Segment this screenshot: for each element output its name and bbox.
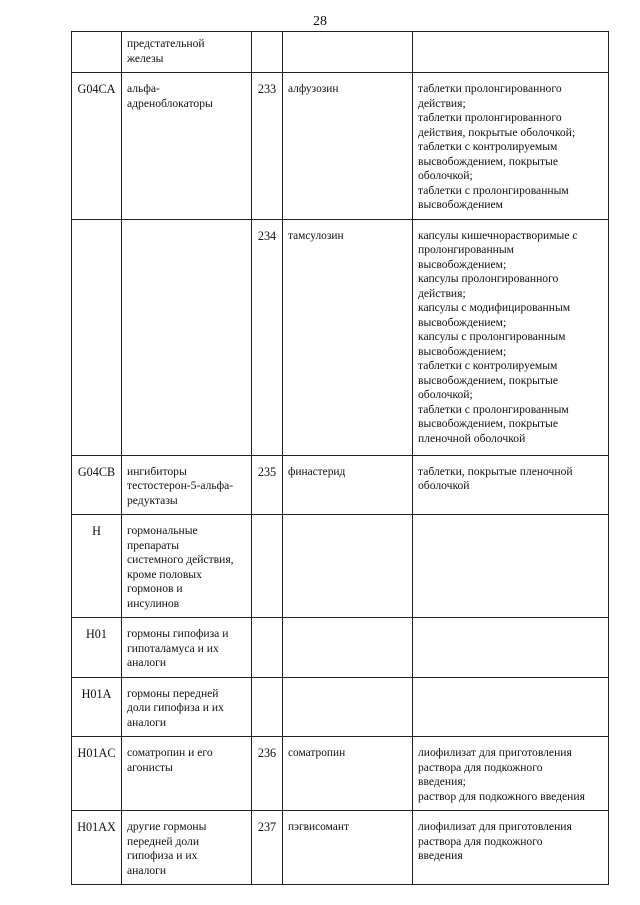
item-number: 237 — [257, 820, 277, 834]
dosage-form-cell — [413, 73, 609, 220]
dosage-form-item — [418, 359, 605, 403]
group-text-line: передней доли — [127, 834, 200, 848]
dosage-form-line: оболочкой — [418, 479, 470, 492]
table-row — [72, 73, 609, 220]
item-number: 235 — [257, 464, 277, 479]
dosage-form-item — [418, 820, 605, 864]
item-number-cell — [252, 515, 283, 618]
dosage-form-line: раствора для подкожного — [418, 834, 543, 848]
anatomical-group-cell — [122, 515, 252, 618]
dosage-form-line: пленочной оболочкой — [418, 431, 526, 445]
atc-code: H — [92, 524, 101, 538]
atc-code: H01AX — [77, 820, 116, 834]
group-text-line: гипофиза и их — [127, 849, 198, 862]
anatomical-group-cell — [122, 32, 252, 73]
dosage-form-line: действия; — [418, 96, 466, 110]
group-text-line: аналоги — [127, 715, 167, 729]
dosage-form-item — [418, 229, 605, 273]
drug-name: финастерид — [288, 465, 346, 478]
dosage-form-cell — [413, 618, 609, 678]
table-row — [72, 455, 609, 515]
atc-code: H01AC — [77, 746, 116, 760]
dosage-form-line: введения; — [418, 775, 466, 788]
atc-code-cell — [72, 811, 122, 885]
group-text-line: тестостерон-5-альфа- — [127, 479, 234, 492]
group-text-line: гормонов и — [127, 582, 183, 595]
dosage-form-line: таблетки пролонгированного — [418, 111, 562, 124]
group-text-line: альфа- — [127, 82, 160, 95]
item-number-cell — [252, 73, 283, 220]
drug-name-cell — [283, 677, 413, 737]
atc-code: G04CB — [77, 464, 116, 479]
dosage-form-cell — [413, 677, 609, 737]
dosage-form-line: введения — [418, 849, 463, 862]
dosage-form-line: таблетки с контролируемым — [418, 140, 558, 153]
anatomical-group-cell — [122, 677, 252, 737]
group-text-line: системного действия, — [127, 553, 234, 566]
dosage-form-line: оболочкой; — [418, 169, 473, 182]
group-text-line: другие гормоны — [127, 820, 207, 833]
anatomical-group-cell — [122, 618, 252, 678]
dosage-form-line: действия, покрытые оболочкой; — [418, 125, 576, 139]
group-text-line: редуктазы — [127, 493, 178, 507]
dosage-form-line: высвобождением, покрытые — [418, 417, 558, 430]
item-number: 233 — [257, 82, 277, 96]
group-text-line: гипоталамуса и их — [127, 641, 219, 655]
group-text-line: железы — [127, 51, 164, 65]
drug-name-cell — [283, 618, 413, 678]
dosage-form-line: капсулы кишечнорастворимые с — [418, 228, 578, 242]
group-text-line: аналоги — [127, 863, 167, 877]
dosage-form-line: капсулы с модифицированным — [418, 301, 571, 314]
dosage-form-item — [418, 790, 605, 805]
group-text-line: препараты — [127, 538, 179, 552]
drug-name: соматропин — [288, 747, 346, 759]
drug-name-cell — [283, 737, 413, 811]
dosage-form-line: высвобождением, покрытые — [418, 373, 558, 387]
anatomical-group-cell — [122, 219, 252, 455]
item-number-cell — [252, 32, 283, 73]
group-text-line: гормоны гипофиза и — [127, 627, 229, 640]
atc-code-cell — [72, 455, 122, 515]
drug-name: тамсулозин — [288, 229, 344, 242]
dosage-form-cell — [413, 32, 609, 73]
group-text-line: инсулинов — [127, 596, 180, 610]
dosage-form-line: раствора для подкожного — [418, 760, 543, 774]
dosage-form-item — [418, 403, 605, 447]
dosage-form-cell — [413, 737, 609, 811]
atc-code: H01A — [81, 686, 112, 701]
atc-code: G04CA — [77, 82, 116, 96]
group-text-line: гормоны передней — [127, 686, 219, 700]
item-number-cell — [252, 737, 283, 811]
atc-code-cell — [72, 677, 122, 737]
item-number-cell — [252, 618, 283, 678]
group-text-line: предстательной — [127, 37, 205, 50]
dosage-form-line: пролонгированным — [418, 243, 514, 256]
dosage-form-line: капсулы пролонгированного — [418, 272, 559, 285]
dosage-form-line: высвобождением; — [418, 344, 507, 358]
medication-table — [71, 31, 609, 885]
drug-name-cell — [283, 73, 413, 220]
dosage-form-line: оболочкой; — [418, 388, 473, 401]
dosage-form-cell — [413, 219, 609, 455]
dosage-form-line: действия; — [418, 286, 466, 300]
drug-name: пэгвисомант — [288, 821, 349, 833]
dosage-form-line: раствор для подкожного введения — [418, 789, 585, 803]
medication-table-body — [72, 32, 609, 885]
dosage-form-cell — [413, 455, 609, 515]
item-number: 234 — [257, 228, 277, 243]
group-text-line: аналоги — [127, 656, 167, 669]
group-text-line: ингибиторы — [127, 464, 187, 478]
dosage-form-line: капсулы с пролонгированным — [418, 330, 566, 343]
dosage-form-item — [418, 111, 605, 140]
dosage-form-item — [418, 746, 605, 790]
drug-name-cell — [283, 455, 413, 515]
anatomical-group-cell — [122, 737, 252, 811]
item-number: 236 — [257, 746, 277, 760]
dosage-form-line: таблетки с пролонгированным — [418, 402, 569, 416]
dosage-form-item — [418, 465, 605, 494]
atc-code-cell — [72, 618, 122, 678]
atc-code-cell — [72, 737, 122, 811]
dosage-form-item — [418, 330, 605, 359]
dosage-form-line: высвобождением — [418, 198, 503, 211]
atc-code-cell — [72, 219, 122, 455]
dosage-form-line: таблетки с контролируемым — [418, 359, 558, 372]
dosage-form-line: лиофилизат для приготовления — [418, 746, 572, 759]
dosage-form-line: таблетки пролонгированного — [418, 82, 562, 95]
drug-name-cell — [283, 219, 413, 455]
page-number: 28 — [313, 14, 327, 29]
item-number-cell — [252, 677, 283, 737]
table-row — [72, 32, 609, 73]
table-row — [72, 515, 609, 618]
group-text-line: кроме половых — [127, 567, 202, 581]
dosage-form-line: высвобождением, покрытые — [418, 154, 558, 168]
anatomical-group-cell — [122, 811, 252, 885]
drug-name-cell — [283, 32, 413, 73]
dosage-form-line: лиофилизат для приготовления — [418, 820, 572, 833]
table-row — [72, 737, 609, 811]
drug-name-cell — [283, 515, 413, 618]
group-text-line: гормональные — [127, 524, 198, 537]
dosage-form-line: таблетки, покрытые пленочной — [418, 464, 573, 478]
group-text-line: соматропин и его — [127, 746, 213, 759]
dosage-form-line: высвобождением; — [418, 257, 507, 271]
atc-code-cell — [72, 32, 122, 73]
drug-name: алфузозин — [288, 83, 339, 95]
dosage-form-item — [418, 272, 605, 301]
group-text-line: агонисты — [127, 760, 173, 774]
dosage-form-cell — [413, 811, 609, 885]
anatomical-group-cell — [122, 73, 252, 220]
table-row — [72, 811, 609, 885]
dosage-form-item — [418, 82, 605, 111]
dosage-form-line: таблетки с пролонгированным — [418, 183, 569, 197]
group-text-line: адреноблокаторы — [127, 96, 213, 110]
anatomical-group-cell — [122, 455, 252, 515]
dosage-form-line: высвобождением; — [418, 315, 507, 329]
item-number-cell — [252, 219, 283, 455]
atc-code: H01 — [86, 627, 107, 641]
table-row — [72, 677, 609, 737]
dosage-form-item — [418, 184, 605, 213]
item-number-cell — [252, 455, 283, 515]
dosage-form-cell — [413, 515, 609, 618]
table-row — [72, 618, 609, 678]
atc-code-cell — [72, 73, 122, 220]
atc-code-cell — [72, 515, 122, 618]
dosage-form-item — [418, 301, 605, 330]
drug-name-cell — [283, 811, 413, 885]
table-row — [72, 219, 609, 455]
group-text-line: доли гипофиза и их — [127, 701, 224, 714]
item-number-cell — [252, 811, 283, 885]
dosage-form-item — [418, 140, 605, 184]
